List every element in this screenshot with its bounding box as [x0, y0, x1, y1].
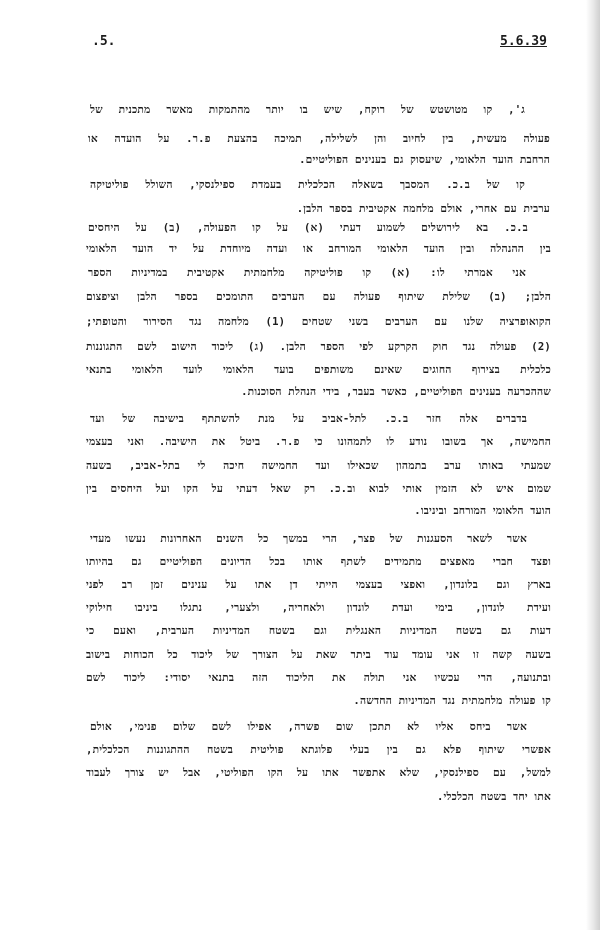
text-line: כלכלית בצירוף החוגים שאינם משותפים בועד הלאומי לועד הלאומי בתנאי: [86, 364, 551, 376]
text-line: ועידת לונדון, בימי ועדת לונדון ולאחריה, ולצערי, נתגלו ביניבו חילוקי: [86, 602, 551, 614]
text-line: הרחבת הועד הלאומי, שיעסוק גם בענינים הפוליטיים.: [299, 154, 550, 166]
text-line: ב.כ. בא לירושלים לשמוע דעתי (א) על קו הפעולה, (ב) על היחסים: [88, 222, 528, 234]
text-line: דעות גם בשטח המדיניות האנגלית וגם בשטח המדיניות הערבית, ואעם כי: [86, 625, 551, 637]
text-line: ערבית עם אחרי, אולם מלחמה אקטיבית בספר הלבן.: [296, 203, 550, 215]
text-line: ג', קו מטושטש של רוקח, שיש בו יותר מהתמקות מאשר מתכנית של: [90, 104, 525, 116]
text-line: בדברים אלה חזר ב.כ. לתל-אביב על מנת להשתתף בישיבה של ועד: [90, 413, 527, 425]
text-line: הועד הלאומי המורחב וביניבו.: [414, 505, 551, 517]
text-line: בין ההנהלה ובין הועד הלאומי המורחב או ועדה מיוחדת על יד הועד הלאומי: [86, 243, 551, 255]
text-line: קו פעולה מלחמתית נגד המדיניות החדשה.: [353, 695, 551, 707]
text-line: פעולה מעשית, בין לחיוב והן לשלילה, תמיכה בהצעת פ.ר. על הועדה או: [88, 133, 550, 145]
text-line: (2) פעולה נגד חוק הקרקע לפי הספר הלבן. (ג) ליכוד הישוב לשם התגוננות: [86, 341, 551, 353]
page-edge-shadow: [586, 0, 600, 930]
text-line: למשל, עם ספילנסקי, שלא אתפשר אתו על הקו הפוליטי, אבל יש צורך לעבוד: [86, 767, 551, 779]
text-line: שההכרעה בענינים הפוליטיים, כאשר בעבר, בידי הנהלת הסוכנות.: [241, 386, 551, 398]
text-line: אפשרי שיתוף פלא גם בין בעלי פלוגתא פוליטית בשטח ההתגוננות הכלכלית,: [86, 744, 551, 756]
text-line: בארץ וגם בלונדון, ואפצי בעצמי הייתי דן אתו על ענינים זמן רב לפני: [86, 579, 551, 591]
text-line: הלבן; (ב) שלילת שיתוף פעולה עם הערבים התומכים בספר הלבן וציפצום: [86, 291, 551, 303]
document-date: 5.6.39: [500, 34, 547, 49]
text-line: ובתנועה, הרי עכשיו אני תולה את הליכוד הזה בתנאי יסודי: ליכוד לשם: [86, 672, 551, 684]
text-line: אשר לשאר הסעגנות של פצר, הרי במשך כל השנים האחרונות נעשו מעדי: [90, 533, 527, 545]
text-line: אתו יחד בשטח הכלכלי.: [436, 791, 551, 803]
text-line: קו של ב.כ. המסבך בשאלה הכלכלית בעמדת ספילנסקי, השולל פוליטיקה: [90, 179, 525, 191]
text-line: אני אמרתי לו: (א) קו פוליטיקה מלחמתית אקטיבית במדיניות הספר: [88, 267, 526, 279]
text-line: החמישה, אך בשובו נודע לו לתמהונו כי פ.ר. ביטל את הישיבה. ואני בעצמי: [86, 436, 551, 448]
text-line: אשר ביחס אליו לא תתכן שום פשרה, אפילו לשם שלום פנימי, אולם: [90, 721, 527, 733]
text-line: ופצד חברי מאפצים מתמידים לשתף אותו בכל הדיונים הפוליטיים גם בהיותו: [86, 556, 551, 568]
text-line: הקואופרציה שלנו עם הערבים בשני שטחים (1) מלחמה נגד הסירור והטופתי;: [86, 316, 551, 328]
text-line: שמעתי באותו ערב בתמהון שכאילו ועד החמישה חיכה לי בתל-אביב, בשעה: [86, 460, 551, 472]
text-line: שמום איש לא הזמין אותי לבוא וב.כ. רק שאל דעתי על הקו ועל היחסים בין: [86, 483, 551, 495]
page-number: .5.: [92, 34, 116, 49]
text-line: בשעה קשה זו אני עומד עוד ביתר שאת על הצורך של ליכוד כל הכוחות בישוב: [86, 649, 551, 661]
